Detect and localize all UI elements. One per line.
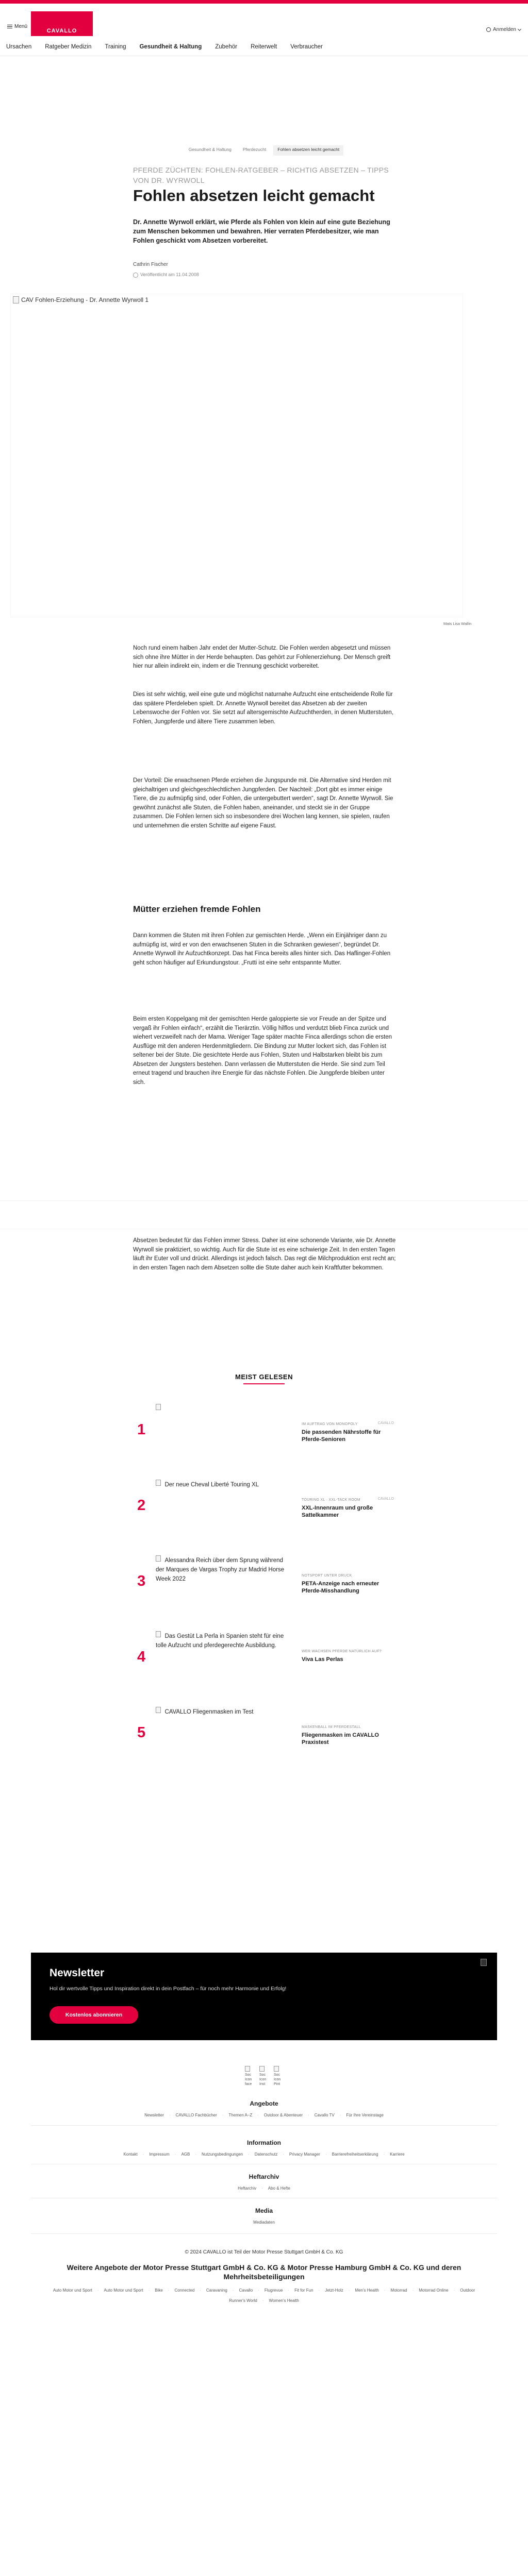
footer-link[interactable]: Outdoor & Abenteuer [263, 2113, 303, 2117]
menu-button[interactable] [7, 24, 27, 29]
menu-label: Menü [14, 24, 28, 29]
copyright: © 2024 CAVALLO ist Teil der Motor Presse Stuttgart GmbH & Co. KG [185, 2249, 343, 2255]
footer-heading-information: Information [247, 2139, 281, 2146]
brand-topline [0, 0, 528, 4]
menu-icon [7, 25, 12, 28]
partner-links: Runner's World · Women's Health [229, 2298, 299, 2303]
main-nav [0, 38, 528, 56]
footer-link[interactable]: Barrierefreiheitserklärung [332, 2152, 378, 2157]
teaser-image [156, 1404, 290, 1454]
teaser-image-alt: CAVALLO Fliegenmasken im Test [164, 1709, 254, 1715]
hero-image [10, 294, 463, 617]
nav-item-zubehoer[interactable]: Zubehör [215, 43, 238, 50]
partner-links: Auto Motor und Sport · Auto Motor und Sport · Bike · Connected · Caravaning · Cavallo · Flugrevue · Fit for Fun · Jetzt-Holz · Men's Health · Motorrad · Motorrad Online · Outdoor [53, 2288, 475, 2293]
footer-links-information: Kontakt · Impressum · AGB · Nutzungsbedingungen · Datenschutz · Privacy Manager · Barrierefreiheitserklärung · Karriere [123, 2152, 405, 2157]
footer-link[interactable]: Heftarchiv [238, 2186, 257, 2191]
rank-number: 4 [137, 1649, 146, 1665]
rank-number: 2 [137, 1497, 146, 1514]
footer-link[interactable]: Mediadaten [253, 2220, 275, 2225]
instagram-icon[interactable]: Soc Icon Inst [259, 2066, 268, 2087]
broken-image-icon [13, 296, 19, 303]
partner-link[interactable]: Men's Health [355, 2288, 379, 2293]
image-credit: Mats Lisa Wallin [443, 621, 472, 626]
footer-link[interactable]: Karriere [390, 2152, 405, 2157]
article-subheading: Mütter erziehen fremde Fohlen [133, 904, 261, 914]
nav-item-ursachen[interactable]: Ursachen [6, 43, 32, 50]
hero-image-placeholder [13, 296, 148, 303]
hero-image-alt: CAV Fohlen-Erziehung - Dr. Annette Wyrwoll 1 [21, 296, 149, 303]
footer-link[interactable]: Für Ihre Vereinstage [346, 2113, 384, 2117]
nav-item-gesundheit-haltung[interactable]: Gesundheit & Haltung [139, 43, 202, 50]
teaser-image-alt: Alessandra Reich über dem Sprung während der Marques de Vargas Trophy zur Madrid Horse Week 2022 [156, 1557, 285, 1582]
most-read-heading: MEIST GELESEN [212, 1373, 316, 1384]
divider [31, 2233, 497, 2234]
partner-link[interactable]: Jetzt-Holz [325, 2288, 343, 2293]
teaser-rubric: NOTSPORT UNTER DRUCK [302, 1574, 352, 1578]
article-paragraph: Noch rund einem halben Jahr endet der Mutter-Schutz. Die Fohlen werden abgesetzt und müssen sich ohne ihre Mütter in der Herde behaupten. Das gehört zur Fohlenerziehung. Der Mensch greift hier nur allein indirekt ein, indem er die Trennung geschickt vorbereitet. [133, 645, 391, 669]
partner-link[interactable]: Outdoor [460, 2288, 475, 2293]
ad-slot [0, 1200, 528, 1229]
account-label: Anmelden [492, 27, 516, 32]
partner-link[interactable]: Auto Motor und Sport [104, 2288, 143, 2293]
teaser-image [156, 1631, 290, 1682]
footer-link[interactable]: Privacy Manager [289, 2152, 320, 2157]
article-paragraph: Absetzen bedeutet für das Fohlen immer Stress. Daher ist eine schonende Variante, wie Dr. Annette Wyrwoll sie praktiziert, so wichtig. Auch für die Stute ist es eine schwierige Zeit. In den ersten Tagen läuft ihr Euter voll und drückt. Allerdings ist jedoch falsch. Das regt die Milchproduktion erst recht an; in den ersten Tagen nach dem Absetzen sollte die Stute daher auch kein Kraftfutter bekommen. [133, 1238, 396, 1271]
partner-link[interactable]: Motorrad Online [419, 2288, 449, 2293]
teaser-rubric: MASKENBALL IM PFERDESTALL [302, 1725, 361, 1729]
teaser-rubric: WER WACHSEN PFERDE NATÜRLICH AUF? [302, 1650, 382, 1653]
teaser-title[interactable]: XXL-Innenraum und große Sattelkammer [302, 1505, 373, 1518]
publish-date: Veröffentlicht am 11.04.2008 [133, 272, 199, 277]
teaser-label: CAVALLO [377, 1421, 394, 1425]
footer-link[interactable]: Kontakt [123, 2152, 138, 2157]
footer-link[interactable]: CAVALLO Fachbücher [175, 2113, 217, 2117]
newsletter-subscribe-button[interactable]: Kostenlos abonnieren [50, 2006, 138, 2024]
footer-link[interactable]: Newsletter [144, 2113, 164, 2117]
teaser-rubric: TOURING XL · XXL-TACK ROOM [302, 1498, 360, 1502]
broken-image-icon [156, 1631, 161, 1637]
footer-heading-heftarchiv: Heftarchiv [249, 2173, 279, 2180]
teaser-label: CAVALLO [377, 1497, 394, 1501]
teaser-image-alt: Das Gestüt La Perla in Spanien steht für eine tolle Aufzucht und pferdegerechte Ausbildung. [156, 1633, 284, 1649]
footer-link[interactable]: Impressum [149, 2152, 170, 2157]
footer-link[interactable]: Datenschutz [254, 2152, 278, 2157]
footer-heading-media: Media [255, 2207, 273, 2214]
partner-link[interactable]: Women's Health [269, 2298, 299, 2303]
partner-link[interactable]: Motorrad [390, 2288, 407, 2293]
article-author[interactable]: Cathrin Fischer [133, 262, 168, 267]
teaser-rubric: IM AUFTRAG VON MONOPOLY [302, 1422, 358, 1426]
partner-link[interactable]: Bike [155, 2288, 163, 2293]
partner-link[interactable]: Auto Motor und Sport [53, 2288, 92, 2293]
partner-link[interactable]: Flugrevue [264, 2288, 283, 2293]
rank-number: 3 [137, 1573, 146, 1589]
article-paragraph: Der Vorteil: Die erwachsenen Pferde erziehen die Jungspunde mit. Die Alternative sind Herden mit gleichaltrigen und gleichgeschlechtlichen Jungpferden. Der Nachteil: „Dort gibt es immer einige Tiere, die zu aufmüpfig sind, oder Fohlen, die untergebuttert werden“, sagt Dr. Annette Wyrwoll. Sie gewöhnt zunächst alle Stuten, die Fohlen haben, aneinander, und steckt sie in der Gruppe zusammen. Die Fohlen lernen sich so insbesondere drei Wochen lang kennen, sie spielen, raufen und unternehmen die ersten Schritte auf eigene Faust. [133, 777, 393, 829]
breadcrumb-current: Fohlen absetzen leicht gemacht [273, 145, 343, 156]
newsletter-title: Newsletter [50, 1967, 105, 1979]
teaser-title[interactable]: PETA-Anzeige nach erneuter Pferde-Misshandlung [302, 1581, 380, 1594]
article-paragraph: Dann kommen die Stuten mit ihren Fohlen zur gemischten Herde. „Wenn ein Einjähriger dann zu aufmüpfig ist, wird er von den erwachsenen Stuten in die Schranken gewiesen“, begründet Dr. Annette Wyrwoll ihr Aufzuchtkonzept. Das hat Finca bereits alles hinter sich. Das Haflinger-Fohlen geht schon häufiger auf Erkundungstour. „Frutti ist eine sehr entspannte Mutter. [133, 933, 391, 966]
teaser-title[interactable]: Viva Las Perlas [302, 1656, 343, 1663]
article-lead: Dr. Annette Wyrwoll erklärt, wie Pferde als Fohlen von klein auf eine gute Beziehung zum Menschen bekommen und bewahren. Hier verraten Pferdebesitzer, wie man Fohlen geschickt vom Absetzen vorbereitet. [133, 218, 390, 244]
footer-link[interactable]: Themen A–Z [228, 2113, 253, 2117]
broken-image-icon [156, 1480, 161, 1486]
facebook-icon[interactable]: Soc Icon face [245, 2066, 254, 2087]
nav-item-reiterwelt[interactable]: Reiterwelt [251, 43, 277, 50]
partner-link[interactable]: Connected [174, 2288, 195, 2293]
nav-item-ratgeber-medizin[interactable]: Ratgeber Medizin [45, 43, 92, 50]
broken-image-icon [156, 1404, 161, 1410]
user-icon [486, 27, 491, 32]
article-paragraph: Beim ersten Koppelgang mit der gemischten Herde galoppierte sie vor Freude an der Spitze und vergaß ihr Fohlen einfach“, erzählt die Tierärztin. Völlig hilflos und verdutzt blieb Finca zurück und wiehert verzweifelt nach der Mama. Weniger Tage später machte Finca allerdings schon die ersten Ausflüge mit den anderen Herdenmitgliedern. Die Bindung zur Mutter lockert sich, das Fohlen ist seltener bei der Stute. Die gesichtete Herde aus Fohlen, Stuten und Halbstarken bleibt bis zum Absetzen der Jungsters bestehen. Dann verlassen die Mutterstuten die Herde. Sie sind zum Teil erneut tragend und brauchen ihre Energie für das nächste Fohlen. Die Jungpferde bleiben unter sich. [133, 1016, 392, 1086]
footer-link[interactable]: Nutzungsbedingungen [202, 2152, 243, 2157]
nav-item-training[interactable]: Training [105, 43, 126, 50]
rank-number: 5 [137, 1724, 146, 1741]
account-button[interactable] [486, 27, 521, 32]
partner-link[interactable]: Caravaning [206, 2288, 227, 2293]
article-paragraph: Dies ist sehr wichtig, weil eine gute und möglichst naturnahe Aufzucht eine entscheidende Rolle für das spätere Pferdeleben spielt. Dr. Annette Wyrwoll bereitet das Absetzen ab der zweiten Lebenswoche der Fohlen vor. Sie setzt auf altersgemischte Aufzuchtherden, in denen Mutterstuten, Fohlen, Jungpferde und ältere Tiere zusammen leben. [133, 691, 394, 725]
pinterest-icon[interactable]: Soc Icon Pint [274, 2066, 283, 2087]
newsletter-text: Hol dir wertvolle Tipps und Inspiration direkt in dein Postfach – für noch mehr Harmonie und Erfolg! [50, 1986, 287, 1992]
most-read-item[interactable] [133, 1550, 396, 1612]
site-logo[interactable] [31, 11, 93, 36]
broken-image-icon [156, 1707, 161, 1713]
page-title: Fohlen absetzen leicht gemacht [133, 187, 375, 205]
logo-text: CAVALLO [46, 28, 77, 34]
teaser-image [156, 1555, 290, 1606]
breadcrumb-item[interactable]: Pferdezucht [242, 147, 267, 152]
most-read-item[interactable] [133, 1626, 396, 1688]
article-kicker: PFERDE ZÜCHTEN: FOHLEN-RATGEBER – RICHTIG ABSETZEN – TIPPS VON DR. WYRWOLL [133, 166, 389, 184]
footer-link[interactable]: AGB [181, 2152, 190, 2157]
teaser-image [156, 1480, 290, 1530]
breadcrumb [155, 145, 373, 156]
rank-number: 1 [137, 1421, 146, 1438]
breadcrumb-item[interactable]: Gesundheit & Haltung [188, 147, 232, 152]
teaser-title[interactable]: Die passenden Nährstoffe für Pferde-Senioren [302, 1429, 381, 1443]
more-offers-heading: Weitere Angebote der Motor Presse Stuttgart GmbH & Co. KG & Motor Presse Hamburg GmbH & Co. KG und deren Mehrheitsbeteiligungen [67, 2263, 461, 2281]
partner-link[interactable]: Fit for Fun [294, 2288, 314, 2293]
social-links [245, 2066, 284, 2087]
footer-link[interactable]: Cavallo TV [314, 2113, 335, 2117]
footer-link[interactable]: Abo & Hefte [268, 2186, 290, 2191]
broken-image-icon [481, 1959, 487, 1966]
divider [31, 2125, 497, 2126]
footer-links-heftarchiv: Heftarchiv · Abo & Hefte [238, 2186, 290, 2191]
partner-link[interactable]: Cavallo [239, 2288, 253, 2293]
teaser-image-alt: Der neue Cheval Liberté Touring XL [164, 1482, 259, 1488]
most-read-item[interactable] [133, 1475, 396, 1536]
teaser-title[interactable]: Fliegenmasken im CAVALLO Praxistest [302, 1732, 379, 1745]
partner-link[interactable]: Runner's World [229, 2298, 257, 2303]
chevron-down-icon [518, 27, 521, 30]
broken-image-icon [156, 1555, 161, 1562]
most-read-item[interactable] [133, 1399, 396, 1461]
footer-links-media [31, 2219, 497, 2226]
nav-item-verbraucher[interactable]: Verbraucher [290, 43, 323, 50]
footer-links-angebote: Newsletter · CAVALLO Fachbücher · Themen A–Z · Outdoor & Abenteuer · Cavallo TV · Für Ihre Vereinstage [144, 2113, 384, 2117]
footer-heading-angebote: Angebote [250, 2100, 278, 2107]
teaser-image [156, 1707, 290, 1757]
newsletter-box [31, 1953, 497, 2040]
most-read-item[interactable] [133, 1702, 396, 1764]
